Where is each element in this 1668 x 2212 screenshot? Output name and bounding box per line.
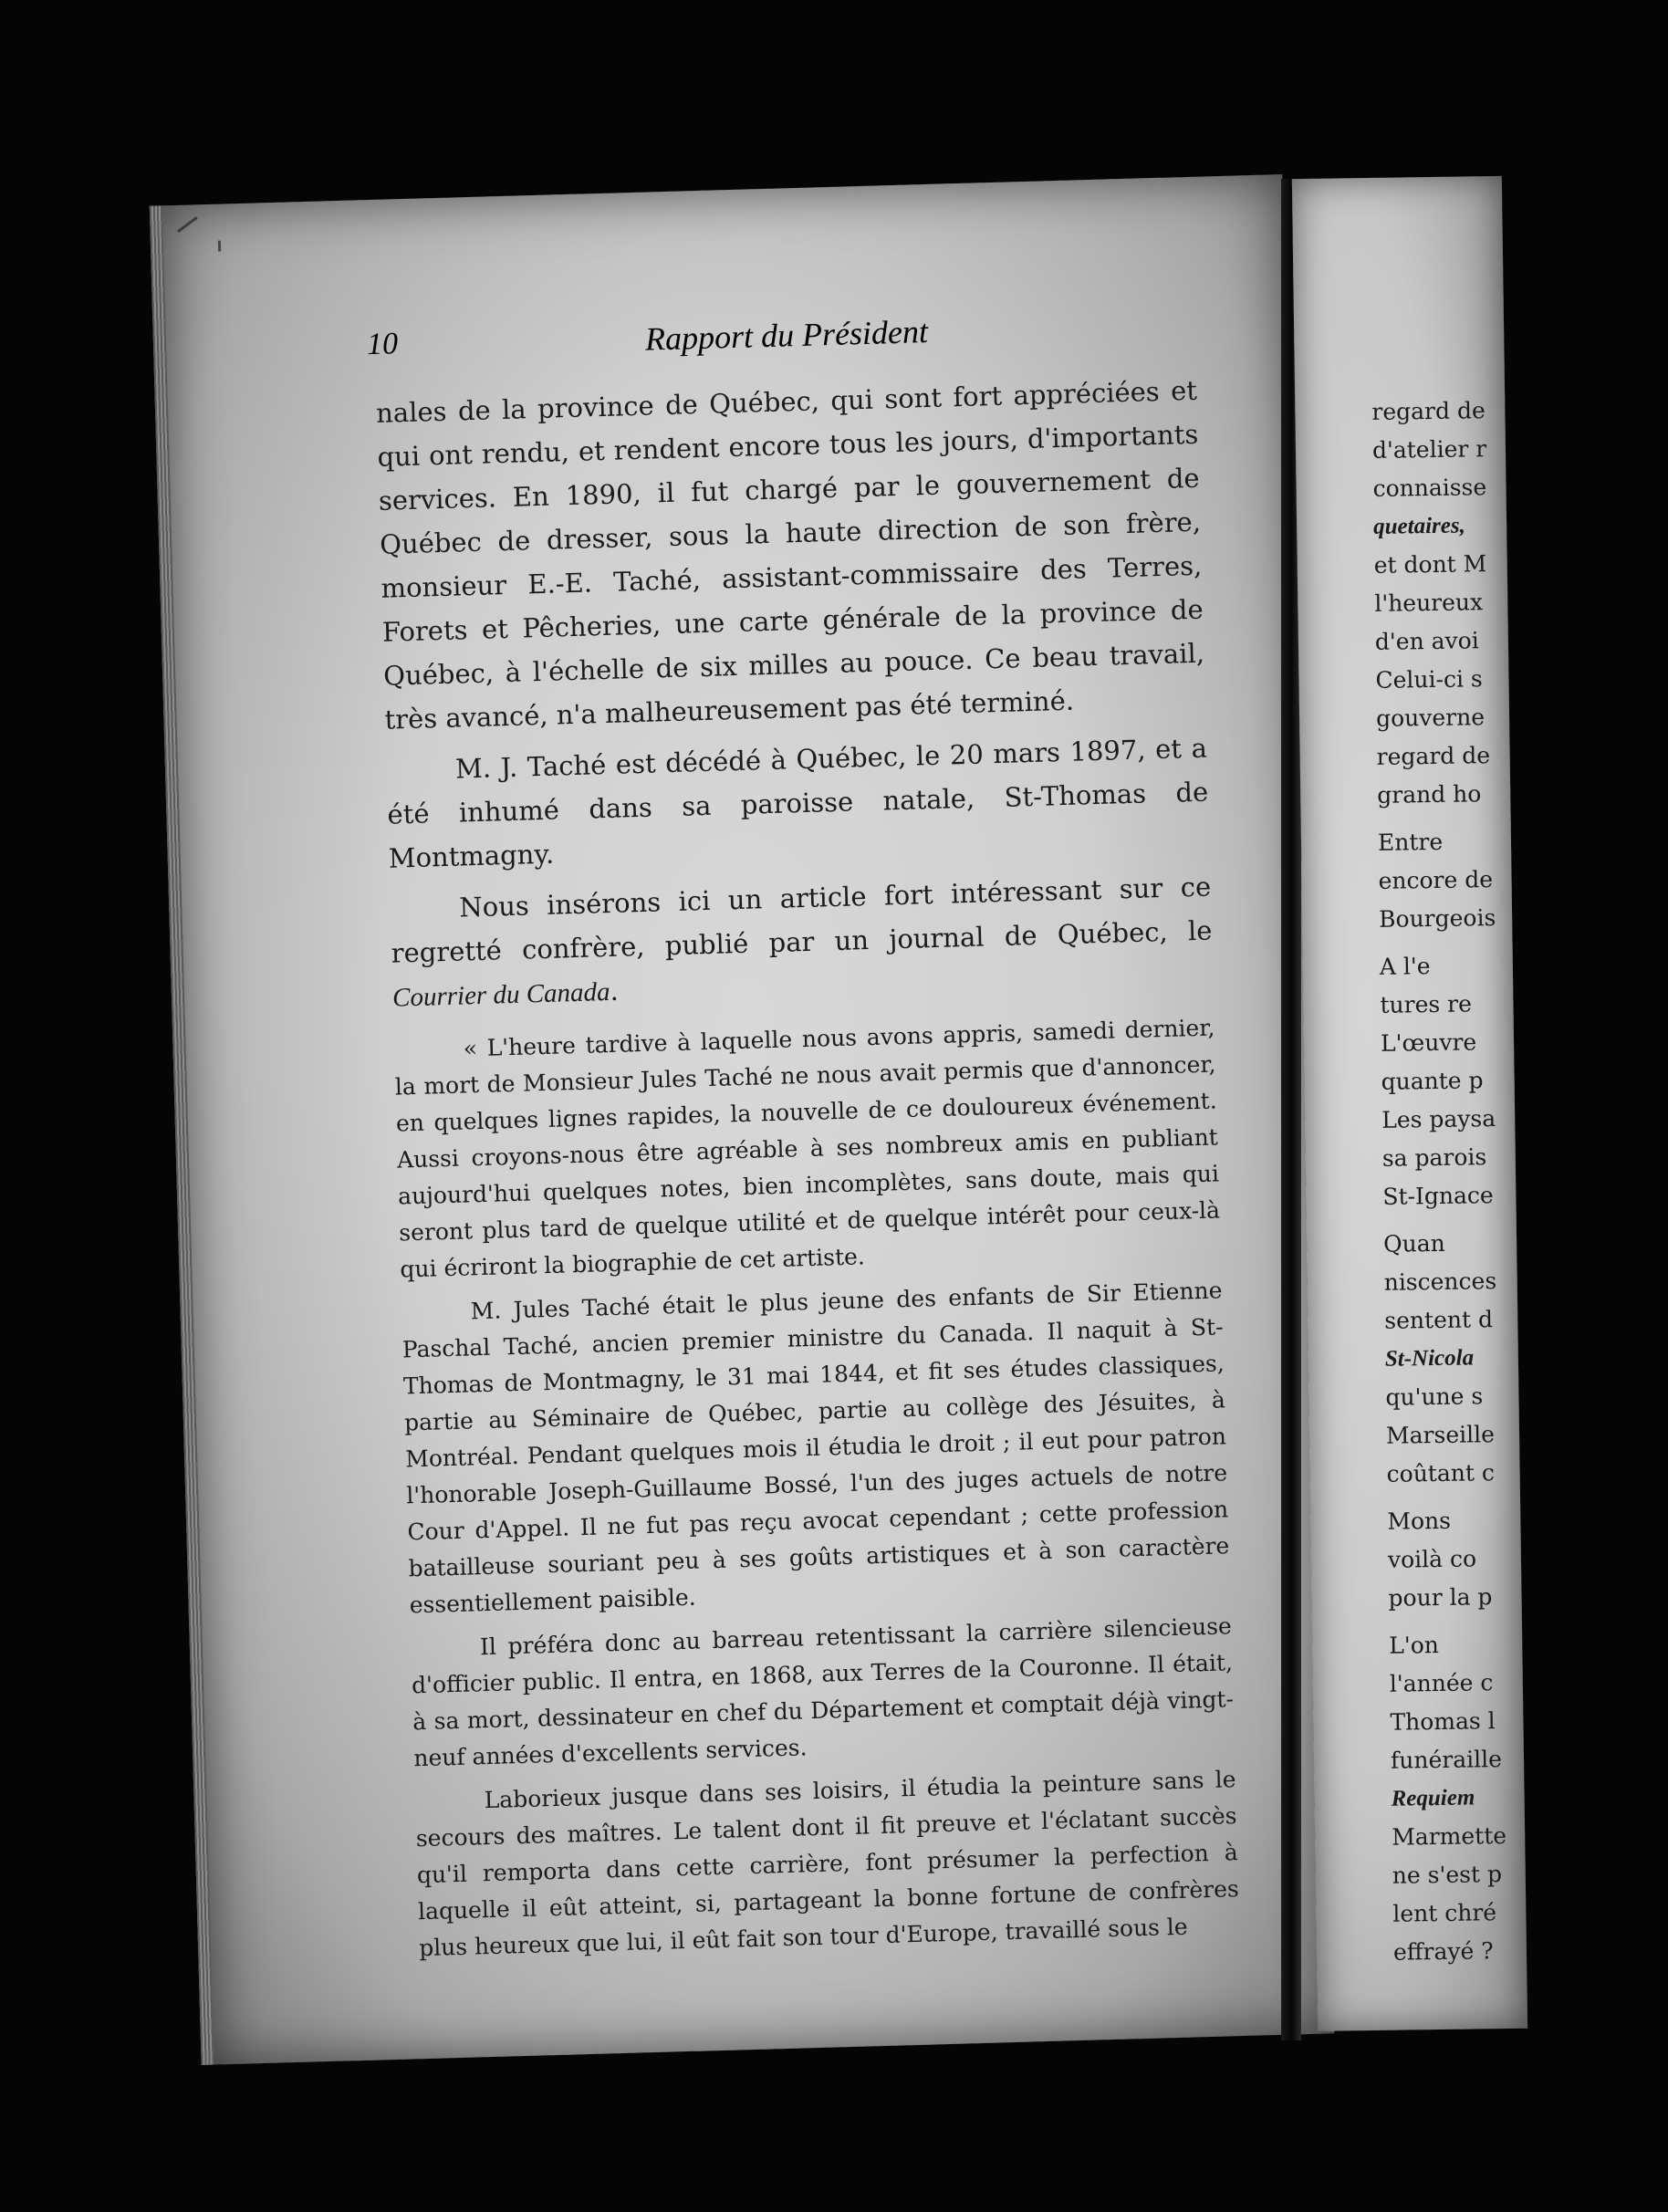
text-line: et dont M — [1373, 550, 1487, 579]
page-header — [367, 304, 1207, 373]
text-line: l'heureux — [1374, 589, 1484, 617]
text-line: Thomas l — [1390, 1707, 1496, 1736]
quoted-paragraph: Il préféra donc au barreau retentissant la carrière silencieuse d'officier public. Il entra, en 1868, aux Terres de la Couronne. Il était, à sa mort, dessinateur en chef du Département et comptait déjà vingt-neuf années d'excellents services. — [411, 1612, 1235, 1772]
text-line: A l'e — [1379, 953, 1431, 980]
paragraph-text: Nous insérons ici un article fort intéressant sur ce regretté confrère, publié par un journal de Québec, le — [391, 871, 1213, 969]
running-title: Rapport du Président — [644, 312, 929, 358]
text-line: grand ho — [1377, 780, 1482, 809]
text-line: St-Nicola — [1384, 1345, 1475, 1372]
text-line: gouverne — [1375, 704, 1486, 732]
text-line: ne s'est p — [1392, 1861, 1503, 1889]
text-line: quetaires, — [1372, 513, 1466, 539]
text-line: coûtant c — [1386, 1459, 1496, 1487]
text-line: niscences — [1383, 1268, 1497, 1296]
text-line: Marmette — [1392, 1821, 1507, 1851]
text-line: L'œuvre — [1380, 1028, 1477, 1057]
quoted-paragraph: M. Jules Taché était le plus jeune des enfants de Sir Etienne Paschal Taché, ancien premier ministre du Canada. Il naquit à St-Thomas de Montmagny, le 31 mai 1844, et fit ses études classiques, partie au Séminaire de Québec, partie au collège des Jésuites, à Montréal. Pendant quelques mois il étudia le droit ; il eut pour patron l'honorable Joseph-Guillaume Bossé, l'un des juges actuels de notre Cour d'Appel. Il ne fut pas reçu avocat cependant ; cette profession batailleuse souriant peu à ses goûts artistiques et à son caractère essentiellement paisible. — [401, 1277, 1230, 1619]
text-line: pour la p — [1388, 1583, 1493, 1612]
text-line: qu'une s — [1385, 1382, 1484, 1411]
right-page — [1292, 176, 1527, 2031]
text-line: regard de — [1371, 397, 1486, 425]
text-line: d'atelier r — [1371, 435, 1487, 464]
text-line: funéraille — [1390, 1746, 1503, 1774]
left-page — [150, 174, 1334, 2065]
text-line: Les paysa — [1381, 1105, 1496, 1133]
paragraph — [390, 865, 1215, 1020]
text-line: quante p — [1381, 1067, 1484, 1095]
text-line: Marseille — [1385, 1421, 1496, 1449]
text-line: tures re — [1380, 990, 1473, 1018]
page-number: 10 — [366, 327, 399, 362]
text-line: l'année c — [1389, 1669, 1494, 1697]
text-line: connaisse — [1372, 474, 1487, 502]
text-line: Celui-ci s — [1375, 665, 1483, 694]
right-page-text — [1371, 390, 1667, 1972]
text-line: voilà co — [1387, 1545, 1477, 1573]
text-line: Requiem — [1391, 1785, 1475, 1811]
quoted-paragraph: « L'heure tardive à laquelle nous avons appris, samedi dernier, la mort de Monsieur Jules Taché ne nous avait permis que d'annoncer, en quelques lignes rapides, la nouvelle de ce douloureux événement. Aussi croyons-nous être agréable à ses nombreux amis en publiant aujourd'hui quelques notes, bien incomplètes, sans doute, mais qui seront plus tard de quelque utilité et de quelque intérêt pour ceux-là qui écriront la biographie de cet artiste. — [394, 1014, 1221, 1283]
text-line: Mons — [1387, 1507, 1452, 1535]
text-line: Bourgeois — [1378, 904, 1496, 933]
text-line: effrayé ? — [1392, 1937, 1494, 1966]
scan-mark — [218, 241, 221, 252]
paragraph-text: . — [610, 975, 620, 1007]
text-line: regard de — [1376, 742, 1491, 770]
newspaper-title: Courrier du Canada — [391, 976, 610, 1013]
paragraph: nales de la province de Québec, qui sont fort appréciées et qui ont rendu, et rendent encore tous les jours, d'importants services. En 1890, il fut chargé par le gouvernement de Québec de dresser, sous la haute direction de son frère, monsieur E.-E. Taché, assistant-commissaire des Terres, Forets et Pêcheries, une carte générale de la province de Québec, à l'échelle de six milles au pouce. Ce beau travail, très avancé, n'a malheureusement pas été terminé. — [375, 374, 1205, 736]
scan-mark — [177, 216, 198, 233]
page-edge — [150, 205, 214, 2065]
text-line: lent chré — [1392, 1899, 1497, 1927]
page-body — [376, 369, 1241, 1967]
text-line: Entre — [1377, 828, 1444, 856]
text-line: L'on — [1389, 1632, 1440, 1659]
paragraph: M. J. Taché est décédé à Québec, le 20 mars 1897, et a été inhumé dans sa paroisse natale, St-Thomas de Montmagny. — [387, 732, 1209, 874]
text-line: Quan — [1382, 1229, 1445, 1257]
text-line: sa parois — [1381, 1143, 1487, 1172]
text-line: d'en avoi — [1374, 627, 1479, 655]
quoted-paragraph: Laborieux jusque dans ses loisirs, il étudia la peinture sans le secours des maîtres. Le talent dont il fit preuve et l'éclatant succès qu'il remporta dans cette carrière, font présumer la perfection à laquelle il eût atteint, si, partageant la bonne fortune de confrères plus heureux que lui, il eût fait son tour d'Europe, travaillé sous le — [415, 1766, 1240, 1962]
text-line: encore de — [1378, 866, 1494, 894]
text-line: sentent d — [1384, 1306, 1494, 1334]
text-line: St-Ignace — [1382, 1182, 1494, 1210]
